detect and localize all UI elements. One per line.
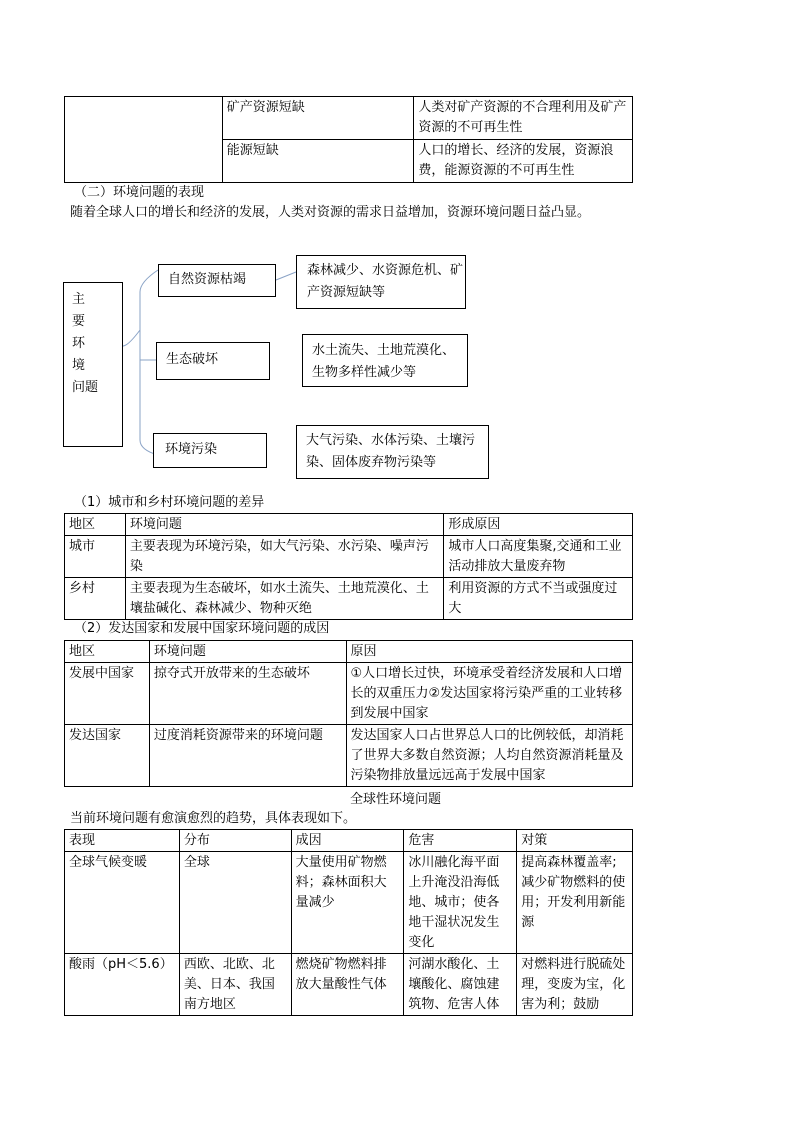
table-header: 地区 xyxy=(65,514,126,536)
table-header: 表现 xyxy=(65,830,180,852)
table-caption: （1）城市和乡村环境问题的差异 xyxy=(74,495,265,510)
table-cell: 发达国家人口占世界总人口的比例较低，却消耗了世界大多数自然资源；人均自然资源消耗量及污染物排放量远远高于发展中国家 xyxy=(346,725,633,787)
table-cell: 人口的增长、经济的发展，资源浪费，能源资源的不可再生性 xyxy=(414,140,633,183)
table-cell: 冰川融化海平面上升淹没沿海低地、城市；使各地干湿状况发生变化 xyxy=(404,852,517,954)
table-caption: （2）发达国家和发展中国家环境问题的成因 xyxy=(74,621,330,636)
root-line: 环 境 xyxy=(72,336,94,373)
table-cell: 全球气候变暖 xyxy=(65,852,180,954)
table-cell: 乡村 xyxy=(65,578,126,620)
table-cell: 发展中国家 xyxy=(65,663,150,725)
global-issues-table xyxy=(64,829,633,1016)
table-header: 危害 xyxy=(404,830,517,852)
root-line: 主 要 xyxy=(72,292,94,329)
table-header: 分布 xyxy=(179,830,291,852)
table-cell: 人类对矿产资源的不合理利用及矿产资源的不可再生性 xyxy=(414,97,633,140)
urban-rural-table xyxy=(64,513,633,620)
table-header-row xyxy=(65,830,633,852)
table-header: 对策 xyxy=(517,830,633,852)
table-cell: 全球 xyxy=(179,852,291,954)
table-header: 环境问题 xyxy=(149,641,346,663)
table-cell: 发达国家 xyxy=(65,725,150,787)
branch-box: 自然资源枯竭 xyxy=(158,264,276,297)
table-row xyxy=(65,536,633,578)
detail-box: 大气污染、水体污染、土壤污染、固体废弃物污染等 xyxy=(296,425,489,479)
branch-box: 生态破坏 xyxy=(156,342,270,380)
table-cell: 过度消耗资源带来的环境问题 xyxy=(149,725,346,787)
root-line: 问题 xyxy=(72,380,99,395)
table-title: 全球性环境问题 xyxy=(349,792,441,807)
table-cell: 利用资源的方式不当或强度过大 xyxy=(444,578,633,620)
table-cell: 燃烧矿物燃料排放大量酸性气体 xyxy=(291,954,404,1016)
table-header: 成因 xyxy=(291,830,404,852)
table-cell: 矿产资源短缺 xyxy=(222,97,414,140)
table-cell: 能源短缺 xyxy=(222,140,414,183)
diagram-root-box xyxy=(63,282,123,447)
table-row xyxy=(65,578,633,620)
section-heading: （二）环境问题的表现 xyxy=(74,185,205,200)
table-cell: 城市人口高度集聚,交通和工业活动排放大量废弃物 xyxy=(444,536,633,578)
table-intro: 当前环境问题有愈演愈烈的趋势，具体表现如下。 xyxy=(70,811,357,826)
table-header: 环境问题 xyxy=(125,514,443,536)
table-cell: 主要表现为生态破坏，如水土流失、土地荒漠化、土壤盐碱化、森林减少、物种灭绝 xyxy=(125,578,443,620)
table-cell: 提高森林覆盖率;减少矿物燃料的使用；开发利用新能源 xyxy=(517,852,633,954)
connector-line xyxy=(276,272,296,280)
table-header: 原因 xyxy=(346,641,633,663)
detail-box: 森林减少、水资源危机、矿产资源短缺等 xyxy=(296,255,466,309)
table-header: 形成原因 xyxy=(444,514,633,536)
detail-box: 水土流失、土地荒漠化、生物多样性减少等 xyxy=(302,334,468,387)
table-cell: 主要表现为环境污染，如大气污染、水污染、噪声污染 xyxy=(125,536,443,578)
table-row xyxy=(65,954,633,1016)
table-header-row xyxy=(65,641,633,663)
table-row xyxy=(65,663,633,725)
table-header-row xyxy=(65,514,633,536)
table-cell: 酸雨（pH＜5.6） xyxy=(65,954,180,1016)
developed-developing-table xyxy=(64,640,633,787)
table-cell: 河湖水酸化、土壤酸化、腐蚀建筑物、危害人体 xyxy=(404,954,517,1016)
table-cell: 城市 xyxy=(65,536,126,578)
table-cell: 大量使用矿物燃料；森林面积大量减少 xyxy=(291,852,404,954)
section-intro: 随着全球人口的增长和经济的发展，人类对资源的需求日益增加，资源环境问题日益凸显。 xyxy=(70,205,591,220)
table-header: 地区 xyxy=(65,641,150,663)
table-cell: 西欧、北欧、北美、日本、我国南方地区 xyxy=(179,954,291,1016)
table-row xyxy=(65,852,633,954)
table-row xyxy=(65,725,633,787)
table-cell: ①人口增长过快，环境承受着经济发展和人口增长的双重压力②发达国家将污染严重的工业转移到发展中国家 xyxy=(346,663,633,725)
table-cell: 掠夺式开放带来的生态破坏 xyxy=(149,663,346,725)
table-cell: 对燃料进行脱硫处理，变废为宝，化害为利；鼓励 xyxy=(517,954,633,1016)
branch-box: 环境污染 xyxy=(153,433,267,468)
